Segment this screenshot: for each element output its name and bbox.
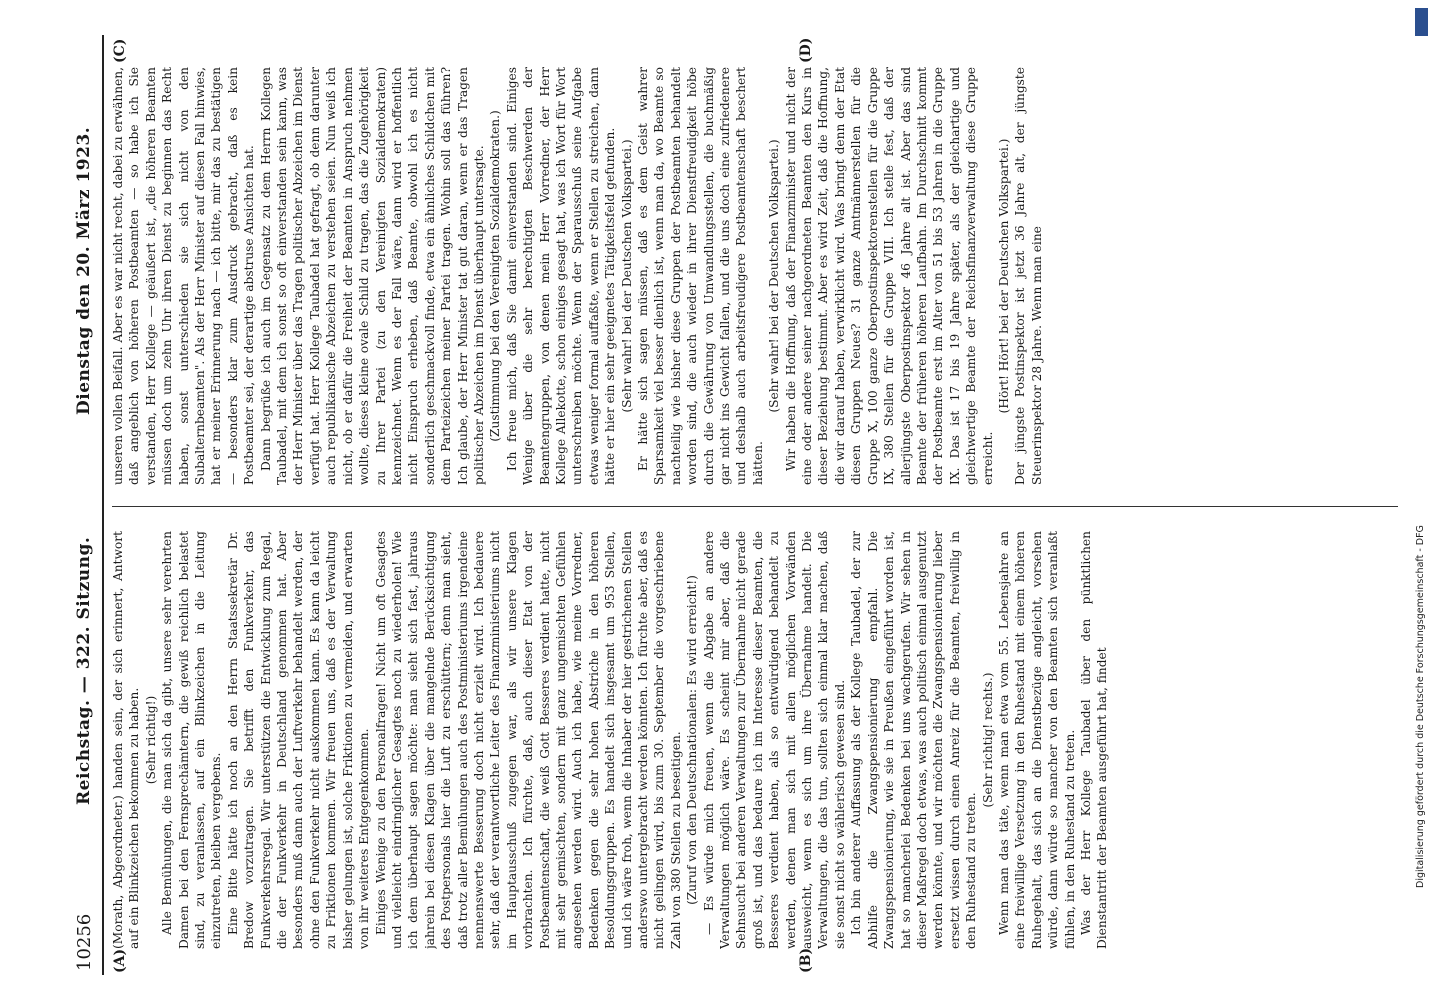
margin-marker-b: (B) — [798, 947, 814, 973]
interjection: (Sehr wahr! bei der Deutschen Volkspartei.) — [767, 139, 782, 413]
paragraph: Dann begrüße ich auch im Gegensatz zu dem Herrn Kollegen Taubadel, mit dem ich sonst so oft einverstanden sein kann, was der Herr Minister über das Tragen politischer Abzeichen im Dienst verfügt hat. Herr Kollege Taubadel hat gefragt, ob denn darunter auch republikanische Abzeichen zu verstehen seien. Nun weiß ich nicht, ob er dafür die Freiheit der Beamten in Anspruch nehmen wollte, dieses kleine ovale Schild zu tragen, das die Zugehörigkeit zu Ihrer Partei (zu den Vereinigten Sozialdemokraten) kennzeichnet. Wenn es der Fall wäre, dann wird er hoffentlich nicht Einspruch erheben, daß Beamte, obwohl ich es nicht sonderlich geschmackvoll finde, etwa ein ähnliches Schildchen mit dem Parteizeichen meiner Partei tragen. Wohin soll das führen? Ich glaube, der Herr Minister tat gut daran, wenn er das Tragen politischer Abzeichen im Dienst überhaupt untersagte. — [258, 67, 486, 485]
paragraph: Wenn man das täte, wenn man etwa vom 55. Lebensjahre an eine freiwillige Versetzung in den Ruhestand mit einem höheren Ruhegehalt, das sich an die Dienstbezüge angleicht, vorsehen würde, dann würde so mancher von den Beamten sich veranlaßt fühlen, in den Ruhestand zu treten. — [996, 531, 1077, 949]
page-number: 10256 — [74, 913, 95, 971]
paragraph: Wir haben die Hoffnung, daß der Finanzminister und nicht der eine oder andere seiner nachgeordneten Beamten den Kurs in dieser Beziehung bestimmt. Aber es wird Zeit, daß die Hoffnung, die wir darauf haben, verwirklicht wird. Was bringt denn der Etat diesen Gruppen Neues? 31 ganze Amtmännerstellen für die Gruppe X, 100 ganze Oberpostinspektorenstellen für die Gruppe IX, 380 Stellen für die Gruppe VIII. Ich stelle fest, daß der allerjüngste Oberpostinspektor 46 Jahre alt ist. Aber das sind Beamte der früheren höheren Laufbahn. Im Durchschnitt kommt der Postbeamte erst im Alter von 51 bis 53 Jahren in die Gruppe IX. Das ist 17 bis 19 Jahre später, als der gleichartige und gleichwertige Beamte der Reichsfinanzverwaltung diese Gruppe erreicht. — [783, 67, 995, 485]
paragraph: Er hätte sich sagen müssen, daß es dem Geist wahrer Sparsamkeit viel besser dienlich ist, wenn man da, wo Beamte so nachteilig wie bisher diese Gruppen der Postbeamten behandelt worden sind, die auch wieder in ihrer Dienstfreudigkeit höbe durch die Gewährung von Umwandlungsstellen, die buchmäßig gar nicht ins Gewicht fallen, und die uns doch eine zufriedenere und deshalb auch arbeitsfreudigere Postbeamtenschaft beschert hätten. — [636, 67, 765, 485]
paragraph: Einiges Wenige zu den Personalfragen! Nicht um oft Gesagtes und vielleicht eindringlicher Gesagtes noch zu wiederholen! Wie ich dem überhaupt sagen möchte: man sieht sich fast, jahraus jahrein bei diesen Klagen über die mangelnde Berücksichtigung des Postpersonals hier die Luft zu erschüttern; denn man sieht, daß trotz aller Bemühungen auch des Postministeriums irgendeine nennenswerte Besserung doch nicht erzielt wird. Ich bedauere sehr, daß der verantwortliche Leiter des Finanzministeriums nicht im Hauptausschuß zugegen war, als wir unsere Klagen vorbrachten. Ich fürchte, daß, auch dieser Etat von der Postbeamtenschaft, die weiß Gott Besseres verdient hatte, nicht mit sehr gemischten, sondern mit ganz ungemischten Gefühlen angesehen werden wird. Auch ich habe, wie meine Vorredner, Bedenken gegen die sehr hohen Abstriche in den höheren Besoldungsgruppen. Es handelt sich insgesamt um 953 Stellen, und ich wäre froh, wenn die Inhaber der hier gestrichenen Stellen anderswo untergebracht werden könnten. Ich fürchte aber, daß es nicht gelingen wird, bis zum 30. September die vorgeschriebene Zahl von 380 Stellen zu beseitigen. — [373, 531, 683, 949]
paragraph: Ich bin anderer Auffassung als der Kollege Taubadel, der zur Abhilfe die Zwangspensionierung empfahl. Die Zwangspensionierung, wie sie in Preußen eingeführt worden ist, hat so mancherlei Bedenken bei uns wachgerufen. Wir sehen in dieser Maßregel doch etwas, was auch politisch einmal ausgenutzt werden könnte, und wir möchten die Zwangspensionierung lieber ersetzt wissen durch einen Anreiz für die Beamten, freiwillig in den Ruhestand zu treten. — [849, 531, 979, 949]
paragraph: Ich freue mich, daß Sie damit einverstanden sind. Einiges Wenige über die sehr berechtigten Beschwerden der Beamtengruppen, von denen mein Herr Vorredner, der Herr Kollege Allekotte, schon einiges gesagt hat, was ich Wort für Wort unterschreiben möchte. Wenn der Sparausschuß seine Aufgabe etwas weniger formal auffaßte, wenn er Stellen zu streichen, dann hätte er hier ein sehr geeignetes Tätigkeitsfeld gefunden. — [504, 67, 618, 485]
interjection: (Zuruf von den Deutschnationalen: Es wird erreicht!) — [685, 575, 700, 905]
interjection: (Zustimmung bei den Vereinigten Sozialdemokraten.) — [488, 110, 503, 442]
session-date: Dienstag den 20. März 1923. — [74, 126, 94, 415]
paragraph: Alle Bemühungen, die man sich da gibt, unsere sehr verehrten Damen bei den Fernsprechämtern, die gewiß reichlich belastet sind, zu veranlassen, auf ein Blinkzeichen in die Leitung einzutreten, bleiben vergebens. — [160, 531, 224, 949]
paragraph: Was der Herr Kollege Taubadel über den pünktlichen Dienstantritt der Beamten ausgeführt hat, findet — [1078, 531, 1110, 949]
left-column — [110, 531, 1400, 949]
digitization-note-text: Digitalisierung gefördert durch die Deutsche Forschungsgemeinschaft - DFG — [1415, 525, 1426, 888]
paragraph: unseren vollen Beifall. Aber es war nicht recht, dabei zu erwähnen, daß angeblich von höheren Postbeamten — so habe ich Sie verstanden, Herr Kollege — geäußert ist, „die höheren Beamten müssen doch um zehn Uhr ihren Dienst zu beginnen das Recht haben, sonst unterschieden sie sich nicht von den Subalternbeamten". Als der Herr Minister auf diesen Fall hinwies, hat er meiner Erinnerung nach — ich bitte, mir das zu bestätigen — besonders klar zum Ausdruck gebracht, daß es kein Postbeamter sei, der derartige abstruse Ansichten hat. — [111, 67, 257, 485]
margin-marker-c: (C) — [112, 38, 128, 63]
margin-marker-a: (A) — [112, 948, 128, 973]
interjection: (Sehr richtig!) — [143, 695, 158, 785]
paragraph: Eine Bitte hätte ich noch an den Herrn Staatssekretär Dr. Bredow vorzutragen. Sie betrifft den Funkverkehr, das Funkverkehrsregal. Wir unterstützen die Entwicklung zum Regal, die der Funkverkehr in Deutschland genommen hat. Aber besonders muß dann auch der Luftverkehr behandelt werden, der ohne den Funkverkehr nicht auskommen kann. Es kann da leicht zu Friktionen kommen. Wir freuen uns, daß es der Verwaltung bisher gelungen ist, solche Friktionen zu vermeiden, und erwarten von ihr weiteres Entgegenkommen. — [225, 531, 372, 949]
interjection: (Sehr wahr! bei der Deutschen Volkspartei.) — [619, 139, 634, 413]
paragraph: — Es würde mich freuen, wenn die Abgabe an andere Verwaltungen möglich wäre. Es scheint mir aber, daß die Sehnsucht bei anderen Verwaltungen zur Übernahme nicht gerade groß ist, und das bedaure ich im Interesse dieser Beamten, die Besseres verdient haben, als so entwürdigend behandelt zu werden, denen man sich mit allen möglichen Vorwänden ausweicht, wenn es sich um ihre Übernahme handelt. Die Verwaltungen, die das tun, sollten sich einmal klar machen, daß sie sonst nicht so wählerisch gewesen sind. — [701, 531, 847, 949]
column-divider — [112, 506, 1398, 507]
page-header — [68, 35, 104, 975]
session-title: Reichstag. — 322. Sitzung. — [74, 536, 94, 805]
digitization-note — [1414, 8, 1428, 888]
margin-marker-d: (D) — [798, 37, 814, 63]
interjection: (Hört! Hört! bei der Deutschen Volkspartei.) — [996, 138, 1011, 414]
rotated-page-content — [68, 35, 1408, 975]
right-column — [110, 67, 1400, 485]
interjection: (Sehr richtig! rechts.) — [980, 672, 995, 808]
paragraph: (Morath, Abgeordneter.) handen sein, der sich erinnert, Antwort auf ein Blinkzeichen bekommen zu haben. — [111, 531, 142, 949]
paragraph: Der jüngste Postinspektor ist jetzt 36 Jahre alt, der jüngste Steuerinspektor 28 Jahre. Wenn man eine — [1013, 67, 1044, 485]
